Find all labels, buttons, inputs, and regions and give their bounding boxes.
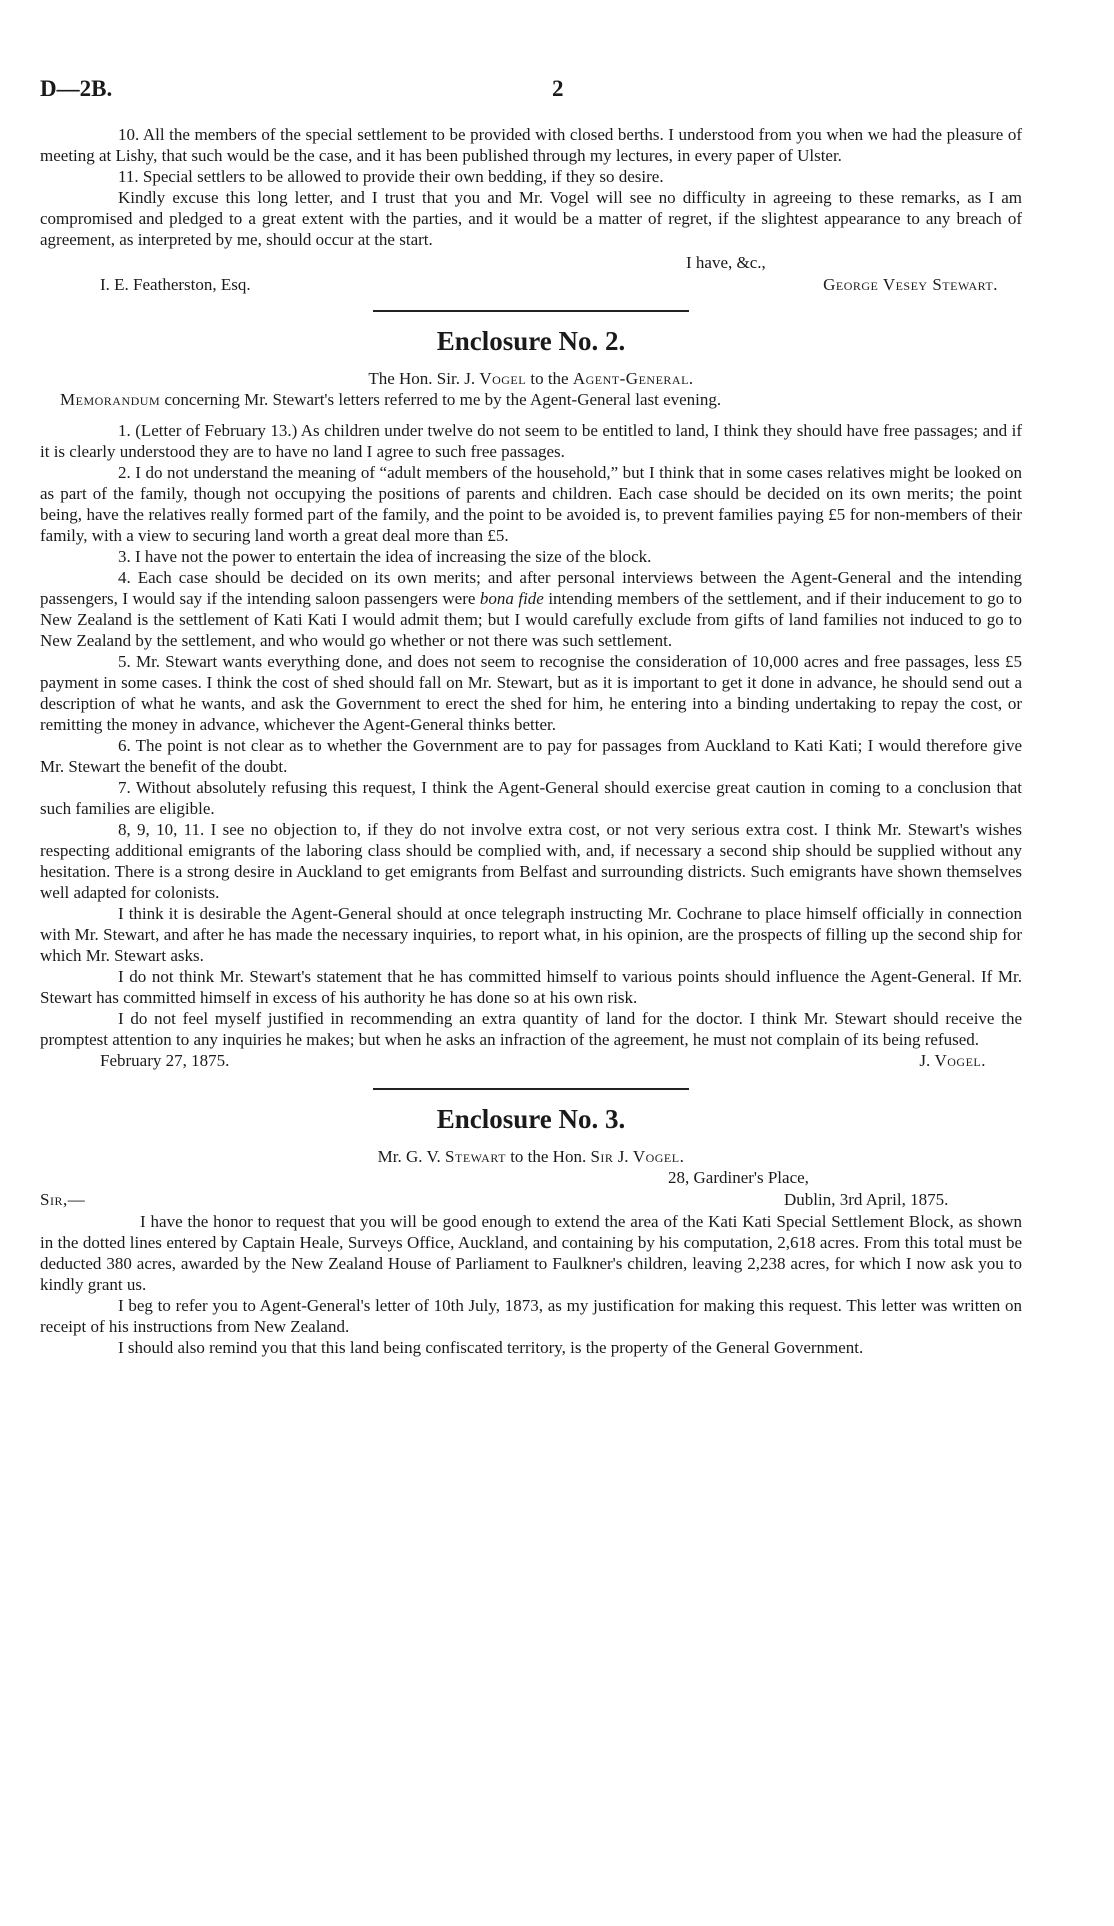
enclosure-2-to-name: Agent-General. xyxy=(572,369,694,388)
enclosure-3-to-title: Sir xyxy=(590,1147,614,1166)
enclosure-3-from-to-mid: to the Hon. xyxy=(505,1147,591,1166)
page-number: 2 xyxy=(552,76,564,101)
enclosure-2-date: February 27, 1875. xyxy=(100,1051,230,1070)
memo-paragraph-4-pre: 4. Each case should be decided on its own merits; and after personal interviews between the Agent-General and the intending passengers, I would say if the intending saloon passengers were xyxy=(40,568,1022,608)
memo-paragraph-3: 3. I have not the power to entertain the idea of increasing the size of the block. xyxy=(118,547,652,566)
signature-initial: J. xyxy=(919,1051,935,1070)
enclosure-3-title: Enclosure No. 3. xyxy=(436,1104,626,1134)
memo-paragraph-4 xyxy=(40,567,1022,651)
memo-paragraph-commitment: I do not think Mr. Stewart's statement that he has committed himself to various points should influence the Agent-General. If Mr. Stewart has committed himself in excess of his authority he has done so at his own risk. xyxy=(40,967,1022,1007)
memo-paragraph-4-italic: bona fide xyxy=(479,589,544,608)
enclosure-3-from-to-pre: Mr. G. V. xyxy=(377,1147,446,1166)
enclosure-3-salutation: Sir,— xyxy=(40,1190,86,1209)
enclosure-3-salutation-row xyxy=(40,1189,1022,1211)
letter3-paragraph-1: I have the honor to request that you will be good enough to extend the area of the Kati Kati Special Settlement Block, as shown in the dotted lines entered by Captain Heale, Surveys Office, Auckland, and containing by his computation, 2,618 acres. From this total must be deducted 380 acres, awarded by the New Zealand House of Parliament to Faulkner's children, leaving 2,238 acres, for which I now ask you to kindly grant us. xyxy=(40,1212,1022,1294)
section-divider xyxy=(373,1088,689,1090)
page-header xyxy=(40,76,1020,106)
signature-name: Vogel. xyxy=(934,1051,986,1070)
letter1-addressee: I. E. Featherston, Esq. xyxy=(100,275,251,294)
section-divider xyxy=(373,310,689,312)
enclosure-2-signature xyxy=(919,1050,986,1071)
enclosure-2-from-to-pre: The Hon. Sir. J. xyxy=(368,369,480,388)
enclosure-3-from-to-post: J. xyxy=(613,1147,633,1166)
enclosure-3-from-name: Stewart xyxy=(445,1147,506,1166)
enclosure-2-memorandum xyxy=(40,389,1022,410)
enclosure-3-from-to xyxy=(40,1146,1022,1167)
memo-paragraph-7: 7. Without absolutely refusing this request, I think the Agent-General should exercise great caution in coming to a conclusion that such families are eligible. xyxy=(40,778,1022,818)
document-reference: D—2B. xyxy=(40,76,113,101)
memo-paragraph-5: 5. Mr. Stewart wants everything done, and does not seem to recognise the consideration of 10,000 acres and free passages, less £5 payment in some cases. I think the cost of shed should fall on Mr. Stewart, but as it is important to get it done in advance, he should send out a description of what he wants, and ask the Government to erect the shed for him, he entering into a binding undertaking to repay the cost, or remitting the money in advance, whichever the Agent-General thinks better. xyxy=(40,652,1022,734)
letter1-paragraph-10: 10. All the members of the special settlement to be provided with closed berths. I understood from you when we had the pleasure of meeting at Lishy, that such would be the case, and it has been published through my lectures, in every paper of Ulster. xyxy=(40,125,1022,165)
memo-paragraph-8-11: 8, 9, 10, 11. I see no objection to, if they do not involve extra cost, or not very serious extra cost. I think Mr. Stewart's wishes respecting additional emigrants of the laboring class should be complied with, and, if necessary a second ship should be supplied without any hesitation. There is a strong desire in Auckland to get emigrants from Belfast and surrounding districts. Such emigrants have shown themselves well adapted for colonists. xyxy=(40,820,1022,902)
letter1-signature: George Vesey Stewart. xyxy=(823,275,998,294)
enclosure-2-from-to xyxy=(40,368,1022,389)
memorandum-text: concerning Mr. Stewart's letters referred to me by the Agent-General last evening. xyxy=(160,390,722,409)
enclosure-2-from-to-mid: to the xyxy=(526,369,573,388)
document-body xyxy=(40,124,1022,1358)
letter1-paragraph-11: 11. Special settlers to be allowed to provide their own bedding, if they so desire. xyxy=(118,167,664,186)
memo-paragraph-doctor: I do not feel myself justified in recommending an extra quantity of land for the doctor. I think Mr. Stewart should receive the promptest attention to any inquiries he makes; but when he asks an infraction of the agreement, he must not complain of its being refused. xyxy=(40,1009,1022,1049)
letter1-paragraph-closing-text: Kindly excuse this long letter, and I trust that you and Mr. Vogel will see no difficulty in agreeing to these remarks, as I am compromised and pledged to a great extent with the parties, and it would be a matter of regret, if the slightest appearance to any breach of agreement, as interpreted by me, should occur at the start. xyxy=(40,188,1022,249)
letter1-signature-row xyxy=(40,274,1022,296)
letter3-paragraph-3: I should also remind you that this land being confiscated territory, is the property of the General Government. xyxy=(118,1338,864,1357)
memorandum-label: Memorandum xyxy=(60,390,161,409)
letter3-paragraph-2: I beg to refer you to Agent-General's letter of 10th July, 1873, as my justification for making this request. This letter was written on receipt of his instructions from New Zealand. xyxy=(40,1296,1022,1336)
enclosure-3-to-name: Vogel. xyxy=(632,1147,685,1166)
memo-paragraph-1: 1. (Letter of February 13.) As children under twelve do not seem to be entitled to land, I think they should have free passages; and if it is clearly understood they are to have no land I agree to such free passages. xyxy=(40,421,1022,461)
enclosure-2-from-name: Vogel xyxy=(479,369,527,388)
enclosure-3-address-line-1: 28, Gardiner's Place, xyxy=(668,1168,809,1187)
enclosure-2-date-row xyxy=(40,1050,1022,1074)
enclosure-3-address-line-2: Dublin, 3rd April, 1875. xyxy=(784,1190,949,1209)
letter1-closing: I have, &c., xyxy=(686,253,766,272)
memo-paragraph-telegraph: I think it is desirable the Agent-General should at once telegraph instructing Mr. Cochrane to place himself officially in connection with Mr. Stewart, and after he has made the necessary inquiries, to report what, in his opinion, are the prospects of filling up the second ship for which Mr. Stewart asks. xyxy=(40,904,1022,965)
memo-paragraph-6: 6. The point is not clear as to whether the Government are to pay for passages from Auckland to Kati Kati; I would therefore give Mr. Stewart the benefit of the doubt. xyxy=(40,736,1022,776)
memo-paragraph-4-post: intending members of the settlement, and if their inducement to go to New Zealand is the settlement of Kati Kati I would admit them; but I would carefully exclude from gifts of land families not induced to go to New Zealand by the settlement, and who would go whether or not there was such settlement. xyxy=(40,589,1022,650)
memo-paragraph-2: 2. I do not understand the meaning of “adult members of the household,” but I think that in some cases relatives might be looked on as part of the family, though not occupying the positions of parents and children. Each case should be decided on its own merits; the point being, have the relatives really formed part of the family, and the point to be avoided is, to prevent families paying £5 for non-members of their family, with a view to securing land worth a great deal more than £5. xyxy=(40,463,1022,545)
enclosure-2-title: Enclosure No. 2. xyxy=(436,326,626,356)
